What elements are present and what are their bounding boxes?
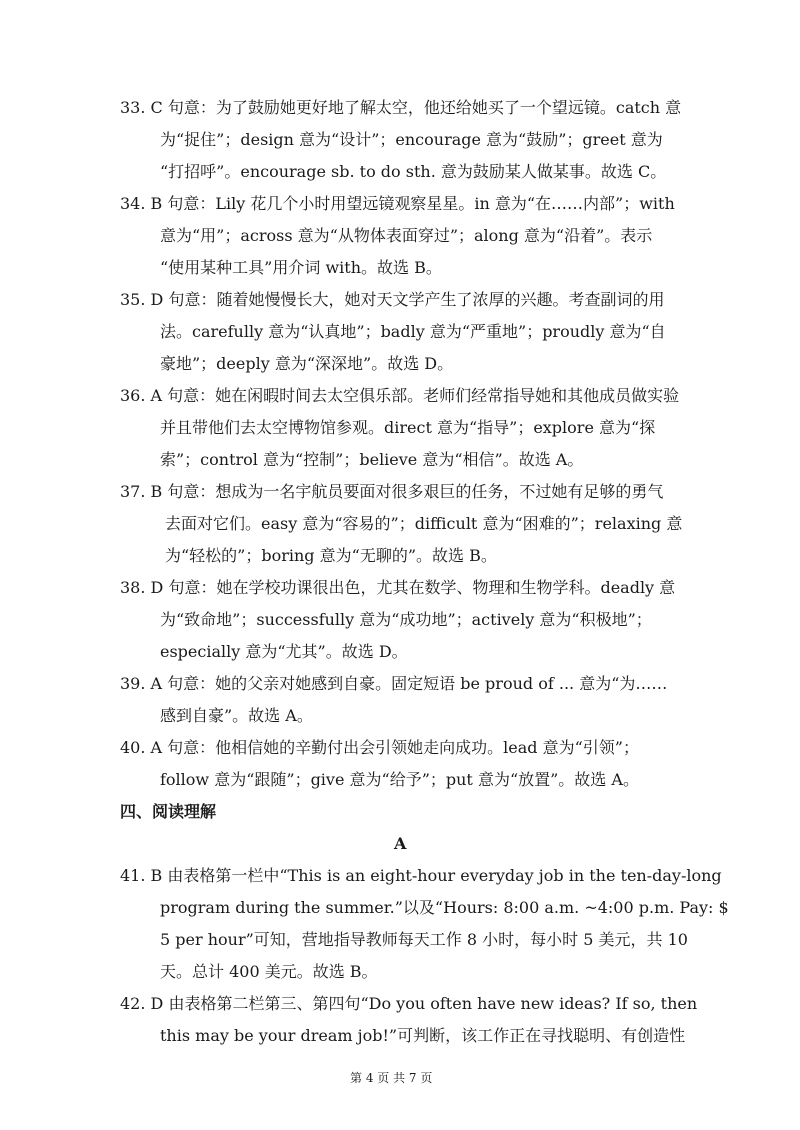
item-34-line-3: “使用某种工具”用介词 with。故选 B。	[160, 258, 442, 277]
item-35-line-1: 35. D 句意：随着她慢慢长大，她对天文学产生了浓厚的兴趣。考查副词的用	[120, 290, 665, 309]
item-41-line-2: program during the summer.”以及“Hours: 8:00 a.m. ~4:00 p.m. Pay: $	[160, 898, 729, 917]
item-35-line-3: 豪地”；deeply 意为“深深地”。故选 D。	[160, 354, 454, 373]
item-40-line-1: 40. A 句意：他相信她的辛勤付出会引领她走向成功。lead 意为“引领”；	[120, 738, 639, 757]
page-footer: 第 4 页 共 7 页	[350, 1071, 433, 1085]
item-33-line-1: 33. C 句意：为了鼓励她更好地了解太空，他还给她买了一个望远镜。catch 意	[120, 98, 682, 117]
item-41-line-4: 天。总计 400 美元。故选 B。	[160, 962, 378, 981]
item-33-line-3: “打招呼”。encourage sb. to do sth. 意为鼓励某人做某事。故选 C。	[160, 162, 667, 181]
subsection-label: A	[394, 834, 407, 853]
item-42-line-1: 42. D 由表格第二栏第三、第四句“Do you often have new ideas? If so, then	[120, 994, 698, 1013]
item-34-line-2: 意为“用”；across 意为“从物体表面穿过”；along 意为“沿着”。表示	[160, 226, 653, 245]
item-33-line-2: 为“捉住”；design 意为“设计”；encourage 意为“鼓励”；greet 意为	[160, 130, 663, 149]
item-40-line-2: follow 意为“跟随”；give 意为“给予”；put 意为“放置”。故选 A。	[160, 770, 639, 789]
item-38-line-1: 38. D 句意：她在学校功课很出色，尤其在数学、物理和生物学科。deadly 意	[120, 578, 676, 597]
item-39-line-1: 39. A 句意：她的父亲对她感到自豪。固定短语 be proud of ... 意为“为……	[120, 674, 668, 693]
item-41-line-3: 5 per hour”可知，营地指导教师每天工作 8 小时，每小时 5 美元，共 10	[160, 930, 688, 949]
item-41-line-1: 41. B 由表格第一栏中“This is an eight-hour everyday job in the ten-day-long	[120, 866, 722, 885]
item-36-line-3: 索”；control 意为“控制”；believe 意为“相信”。故选 A。	[160, 450, 584, 469]
item-35-line-2: 法。carefully 意为“认真地”；badly 意为“严重地”；proudly 意为“自	[160, 322, 666, 341]
item-39-line-2: 感到自豪”。故选 A。	[160, 706, 313, 725]
item-34-line-1: 34. B 句意：Lily 花几个小时用望远镜观察星星。in 意为“在……内部”；with	[120, 194, 675, 213]
item-42-line-2: this may be your dream job!”可判断，该工作正在寻找聪明、有创造性	[160, 1026, 686, 1045]
item-36-line-1: 36. A 句意：她在闲暇时间去太空俱乐部。老师们经常指导她和其他成员做实验	[120, 386, 680, 405]
item-38-line-3: especially 意为“尤其”。故选 D。	[160, 642, 408, 661]
item-36-line-2: 并且带他们去太空博物馆参观。direct 意为“指导”；explore 意为“探	[160, 418, 656, 437]
item-37-line-2: 去面对它们。easy 意为“容易的”；difficult 意为“困难的”；relaxing 意	[165, 514, 683, 533]
item-38-line-2: 为“致命地”；successfully 意为“成功地”；actively 意为“积极地”；	[160, 610, 652, 629]
item-37-line-3: 为“轻松的”；boring 意为“无聊的”。故选 B。	[165, 546, 497, 565]
item-37-line-1: 37. B 句意：想成为一名宇航员要面对很多艰巨的任务，不过她有足够的勇气	[120, 482, 664, 501]
section-heading: 四、阅读理解	[120, 802, 217, 821]
